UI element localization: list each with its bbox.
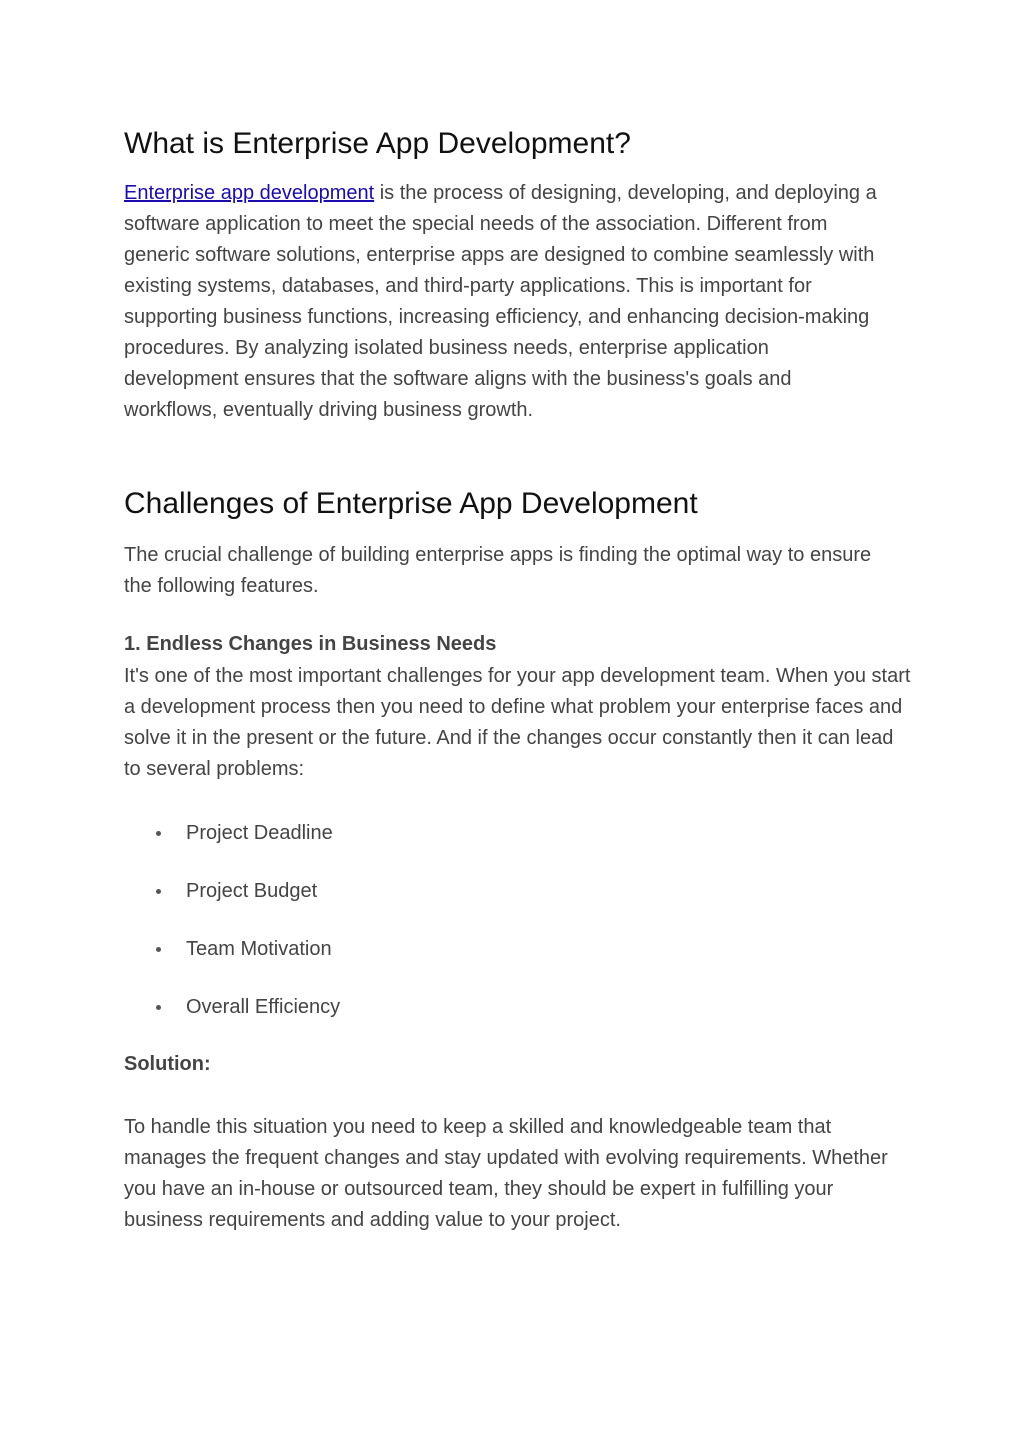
challenges-intro-paragraph: The crucial challenge of building enterprise apps is finding the optimal way to ensure the following features. [124,544,872,597]
solution-label: Solution: [124,1053,211,1075]
list-item [124,990,340,1048]
list-item-label: Project Budget [186,880,318,902]
list-item [124,816,340,874]
problems-list [124,816,340,1048]
list-item-label: Overall Efficiency [186,996,341,1018]
subheading-endless-changes: 1. Endless Changes in Business Needs [124,633,497,655]
intro-paragraph [124,178,884,426]
bullet-icon [156,889,161,894]
intro-paragraph-text: is the process of designing, developing, and deploying a software application to meet the special needs of the association. Different from generic software solutions, enterprise apps are designed to combine seamlessly with existing systems, databases, and third-party applications. This is important for supporting business functions, increasing efficiency, and enhancing decision-making procedures. By analyzing isolated business needs, enterprise application development ensures that the software aligns with the business's goals and workflows, eventually driving business growth. [124,182,877,421]
list-item-label: Team Motivation [186,938,332,960]
bullet-icon [156,1005,161,1010]
endless-changes-paragraph: It's one of the most important challenges for your app development team. When you start a development process then you need to define what problem your enterprise faces and solve it in the present or the future. And if the changes occur constantly then it can lead to several problems: [124,665,911,780]
enterprise-app-development-link[interactable]: Enterprise app development [124,182,375,204]
bullet-icon [156,831,161,836]
list-item [124,932,340,990]
heading-what-is-enterprise-app-development: What is Enterprise App Development? [124,127,631,160]
solution-paragraph: To handle this situation you need to keep a skilled and knowledgeable team that manages the frequent changes and stay updated with evolving requirements. Whether you have an in-house or outsourced team, they should be expert in fulfilling your business requirements and adding value to your project. [124,1116,888,1231]
heading-challenges: Challenges of Enterprise App Development [124,487,698,520]
list-item [124,874,340,932]
list-item-label: Project Deadline [186,822,333,844]
bullet-icon [156,947,161,952]
